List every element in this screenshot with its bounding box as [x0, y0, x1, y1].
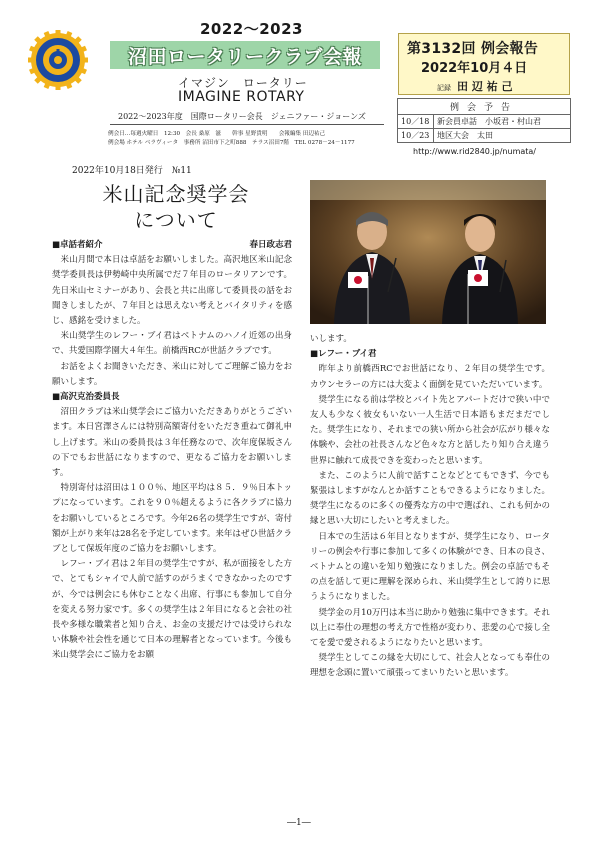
schedule-date: 10／23 — [398, 129, 434, 143]
speaker-name: 春日政志君 — [249, 240, 292, 250]
recorder — [437, 78, 513, 94]
rotary-wheel-logo — [28, 30, 88, 90]
paragraph: 日本での生活は６年目となりますが、奨学生になり、ロータリーの例会や行事に参加して多くの体験ができ、日本の良さ、ベトナムとの違いを知り勉強になりました。例会の卓話でもその点を話して更に理解を深められ、米山奨学生として誇りに思うようになりました。 — [310, 531, 550, 603]
recorder-label: 記録 — [437, 84, 451, 92]
paragraph: お話をよくお聞きいただき、米山に対してご理解ご協力をお願いします。 — [52, 361, 292, 387]
paragraph: 奨学金の月10万円は本当に助かり勉強に集中できます。それ以上に奉仕の理想の考え方で性格が変わり、悲愛の心で接し全てを愛で愛されるようになりたいと思います。 — [310, 607, 550, 649]
venue-info-line: 例会場 ホテル ベラヴィータ 事務所 沼田市下之町888 テラス沼田7階 TEL 0278－24－1177 — [108, 140, 355, 146]
paragraph: 奨学生になる前は学校とバイト先とアパートだけで狭い中で友人も少なく彼女もいない一人生活で日本語もまだまだでした。奨学生になり、それまでの狭い所から社会が広がり様々な体験や、会社の社長さんなど色々な方と話したり知り合え違う世界に触れて成長できを変わったと思います。 — [310, 394, 550, 466]
schedule-row — [398, 115, 571, 129]
schedule-row — [398, 129, 571, 143]
section-heading — [310, 347, 550, 362]
paragraph-continued: いします。 — [310, 334, 352, 344]
student-heading: ■レフー・ブイ君 — [310, 349, 377, 360]
speakers-photo — [310, 180, 546, 324]
schedule-table — [397, 98, 571, 143]
article-right-column — [310, 332, 550, 682]
president-line: 2022～2023年度 国際ロータリー会長 ジェニファー・ジョーンズ — [118, 112, 366, 121]
title-line-1: 米山記念奨学会 — [102, 182, 250, 206]
schedule-date: 10／18 — [398, 115, 434, 129]
chairman-heading: ■高沢克治委員長 — [52, 392, 120, 403]
issue-line: 2022年10月18日発行 №11 — [72, 166, 192, 176]
club-name-banner: 沼田ロータリークラブ会報 — [110, 41, 380, 69]
article-left-column — [52, 238, 292, 664]
schedule-text: 地区大会 太田 — [434, 129, 571, 143]
section-heading — [52, 238, 292, 253]
speaker-intro-heading: ■卓話者紹介 — [52, 240, 103, 250]
paragraph: 特別寄付は沼田は１００％、地区平均は８５．９％日本トップになっています。これを９０％超えるように各クラブに協力をお願いしているところです。今年26名の奨学生ですが、寄付額が上がり来年は28名を予定しています。来年はぜひ世話クラブとして保坂年度のご協力をお願いします。 — [52, 483, 292, 555]
year-range: 2022～2023 — [200, 20, 303, 38]
paragraph: また、このように人前で話すことなどとてもできず、今でも緊張はしますがなんとか話すこともできるようになりました。奨学生になるのに多くの優秀な方の中で選ばれ、これも何かの縁と思い大切にしたいと考えました。 — [310, 470, 550, 527]
paragraph: 昨年より前橋西RCでお世話になり、２年目の奨学生です。カウンセラーの方には大変よく面倒を見ていただいています。 — [310, 364, 550, 390]
meeting-info-line: 例会日…毎週火曜日 12:30 会長 桑原 滋 幹事 星野貴明 会報編集 田辺祐己 — [108, 131, 326, 137]
theme-english: IMAGINE ROTARY — [178, 89, 305, 105]
paragraph: 米山月間で本日は卓話をお願いしました。高沢地区米山記念奨学委員長は伊勢崎中央所属でだ７年目のロータリアンです。先日米山セミナーがあり、会長と共に出席して委員長の話をお聞きしましたが、７年目とは思えない考えとバイタリティを感じ、感銘を受けました。 — [52, 255, 292, 327]
schedule-text: 新会員卓話 小坂君・村山君 — [434, 115, 571, 129]
section-heading — [52, 390, 292, 405]
report-date: 2022年10月４日 — [421, 61, 528, 76]
header-divider — [110, 124, 384, 125]
paragraph: レフー・ブイ君は２年目の奨学生ですが、私が面接をした方で、とてもシャイで人前で話すのがうまくできなかったのですが、今では例会にも休むことなく出席、行事にも参加して自分を変える努力家です。多くの奨学生は２年目になると会社の社長や多様な職業者と知り合え、お金の支援だけでは受けられない体験や社会性を通じて日本の理解者となっています。今後も米山奨学会にご協力をお願 — [52, 559, 292, 661]
recorder-name: 田 辺 祐 己 — [457, 80, 513, 93]
page-number: ―1― — [287, 818, 311, 828]
paragraph: 米山奨学生のレフー・ブイ君はベトナムのハノイ近郊の出身で、共愛国際学園大４年生。前橋西RCが世話クラブです。 — [52, 331, 292, 357]
report-number: 第3132回 例会報告 — [407, 41, 539, 57]
theme-japanese: イマジン ロータリー — [178, 76, 308, 90]
website-url[interactable]: http://www.rid2840.jp/numata/ — [413, 147, 537, 156]
title-line-2: について — [134, 208, 218, 232]
schedule-title: 例会予告 — [449, 103, 518, 113]
paragraph: 奨学生としてこの縁を大切にして、社会人となっても奉仕の理想を念頭に置いて頑張ってまいりたいと思います。 — [310, 653, 550, 679]
paragraph: 沼田クラブは米山奨学会にご協力いただきありがとうございます。本日宮澤さんには特別高額寄付をいただき重ねて御礼申し上げます。米山の委員長は３年任務なので、次年度保坂さんの下でもお世話になりますので、更なるご協力をお願いします。 — [52, 407, 292, 479]
article-title — [88, 181, 264, 233]
